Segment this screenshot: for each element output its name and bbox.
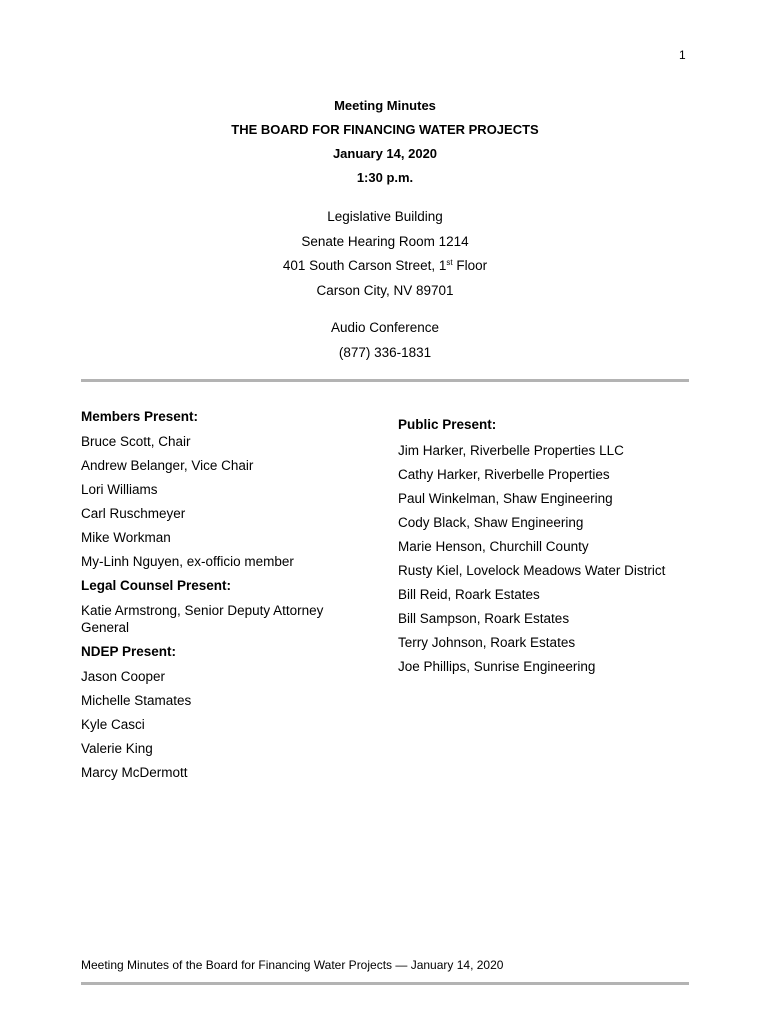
ndep-heading: NDEP Present: <box>81 644 177 659</box>
member-name: My-Linh Nguyen, ex-officio member <box>81 554 294 569</box>
location-room: Senate Hearing Room 1214 <box>301 233 469 249</box>
public-heading: Public Present: <box>398 417 497 432</box>
legal-counsel-name: Katie Armstrong, Senior Deputy Attorney General <box>81 603 324 635</box>
meeting-time: 1:30 p.m. <box>356 170 414 185</box>
member-name: Andrew Belanger, Vice Chair <box>81 458 254 473</box>
public-attendee: Bill Reid, Roark Estates <box>398 587 540 602</box>
public-attendee: Paul Winkelman, Shaw Engineering <box>398 491 613 506</box>
street-text: 401 South Carson Street, 1 <box>282 258 447 273</box>
public-attendee: Bill Sampson, Roark Estates <box>398 611 570 626</box>
page-footer: Meeting Minutes of the Board for Financing Water Projects — January 14, 2020 <box>81 958 504 972</box>
public-attendee: Joe Phillips, Sunrise Engineering <box>398 659 596 674</box>
members-heading: Members Present: <box>81 409 199 424</box>
page-number: 1 <box>679 48 686 62</box>
attendance-right-column <box>398 416 698 682</box>
header-divider <box>81 379 689 382</box>
public-attendee: Marie Henson, Churchill County <box>398 539 589 554</box>
public-attendee: Terry Johnson, Roark Estates <box>398 635 576 650</box>
street-floor: Floor <box>452 258 488 273</box>
member-name: Mike Workman <box>81 530 171 545</box>
location-street <box>0 256 770 281</box>
attendance-left-column <box>81 408 371 788</box>
meeting-date: January 14, 2020 <box>332 146 438 161</box>
member-name: Lori Williams <box>81 482 158 497</box>
public-attendee: Cody Black, Shaw Engineering <box>398 515 584 530</box>
public-attendee: Jim Harker, Riverbelle Properties LLC <box>398 443 624 458</box>
conference-phone: (877) 336-1831 <box>338 344 432 360</box>
document-title: Meeting Minutes <box>334 98 436 113</box>
member-name: Carl Ruschmeyer <box>81 506 186 521</box>
ndep-name: Michelle Stamates <box>81 693 192 708</box>
location-city: Carson City, NV 89701 <box>316 282 454 298</box>
document-header <box>0 96 770 192</box>
location-building: Legislative Building <box>327 209 443 224</box>
public-attendee: Rusty Kiel, Lovelock Meadows Water District <box>398 563 666 578</box>
member-name: Bruce Scott, Chair <box>81 434 191 449</box>
legal-counsel-heading: Legal Counsel Present: <box>81 578 232 593</box>
footer-divider <box>81 982 689 985</box>
public-attendee: Cathy Harker, Riverbelle Properties <box>398 467 610 482</box>
ndep-name: Jason Cooper <box>81 669 166 684</box>
ndep-name: Marcy McDermott <box>81 765 188 780</box>
conference-label: Audio Conference <box>330 320 440 335</box>
board-name: THE BOARD FOR FINANCING WATER PROJECTS <box>231 122 539 137</box>
audio-conference <box>0 318 770 367</box>
ndep-name: Valerie King <box>81 741 153 756</box>
street-ordinal-suffix: st <box>446 258 453 267</box>
meeting-location <box>0 207 770 305</box>
ndep-name: Kyle Casci <box>81 717 145 732</box>
